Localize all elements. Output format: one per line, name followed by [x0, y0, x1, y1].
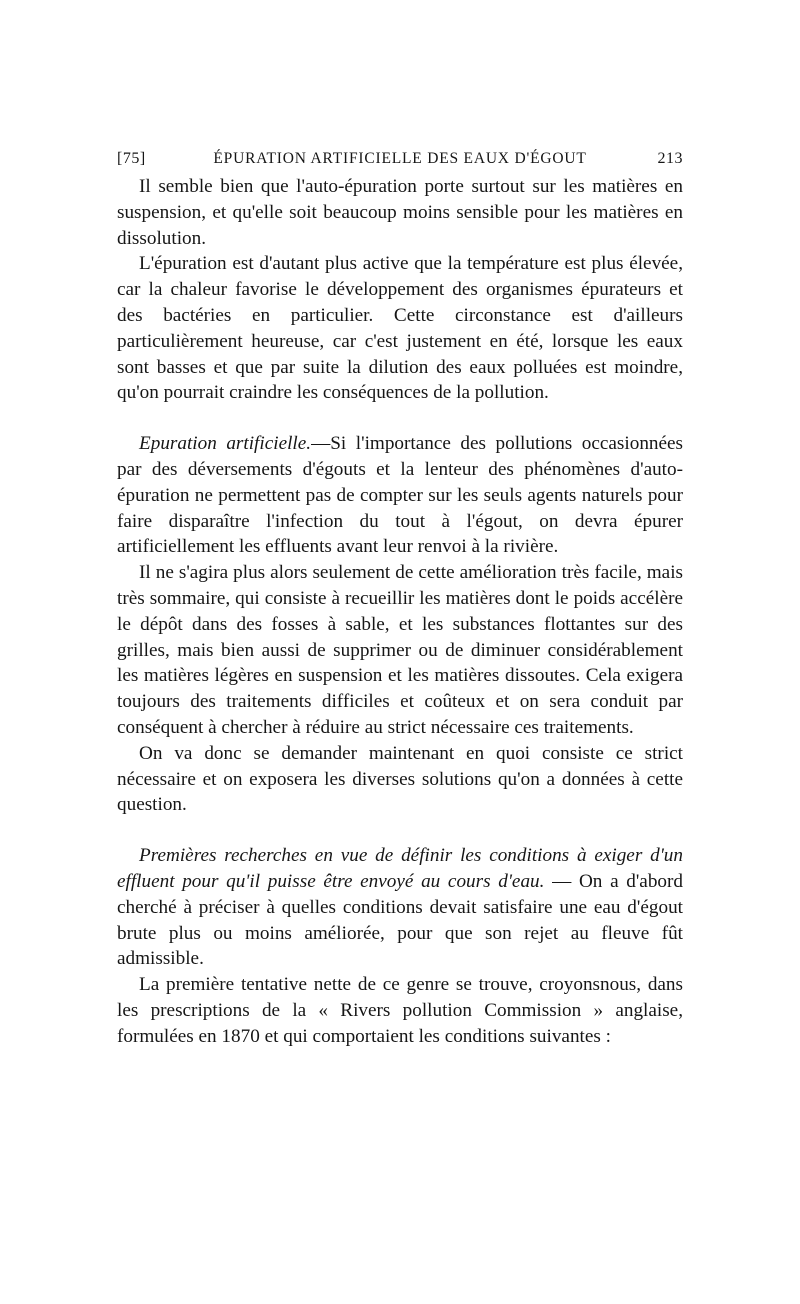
section-gap	[117, 818, 683, 843]
paragraph-temperature: L'épuration est d'autant plus active que la température est plus élevée, car la chaleur favorise le développement des organismes épurateurs et des bactéries en particulier. Cette circonstance est d'ailleurs particulièrement heureuse, car c'est justement en été, lorsque les eaux sont basses et que par suite la dilution des eaux polluées est moindre, qu'on pourrait craindre les conséquences de la pollution.	[117, 253, 683, 404]
section-heading-premieres-recherches: Premières recherches en vue de définir les conditions à exiger d'un effluent pour qu'il puisse être envoyé au cours d'eau.	[117, 845, 683, 892]
section-gap	[117, 406, 683, 431]
paragraph-premieres-recherches-text: — On a d'abord cherché à préciser à quelles conditions devait satisfaire une eau d'égout brute plus ou moins améliorée, pour que son rejet au fleuve fût admissible.	[117, 870, 683, 970]
running-header	[117, 150, 683, 174]
section-heading-epuration-artificielle: Epuration artificielle.	[139, 433, 312, 455]
paragraph-epuration-artificielle	[117, 431, 683, 560]
paragraph-amelioration: Il ne s'agira plus alors seulement de cette amélioration très facile, mais très sommaire, qui consiste à recueillir les matières dont le poids accélère le dépôt dans des fosses à sable, et les substances flottantes sur des grilles, mais bien aussi de supprimer ou de diminuer considérablement les matières légères en suspension et les matières dissoutes. Cela exigera toujours des traitements difficiles et coûteux et on sera conduit par conséquent à chercher à réduire au strict nécessaire ces traitements.	[117, 562, 683, 738]
chapter-reference: [75]	[117, 150, 146, 167]
paragraph-epuration-artificielle-text: —Si l'importance des pollutions occasionnées par des déversements d'égouts et la lenteur des phénomènes d'auto-épuration ne permettent pas de compter sur les seuls agents naturels pour faire disparaître l'infection du tout à l'égout, on devra épurer artificiellement les effluents avant leur renvoi à la rivière.	[117, 433, 684, 558]
paragraph-strict-necessaire: On va donc se demander maintenant en quoi consiste ce strict nécessaire et on exposera les diverses solutions qu'on a données à cette question.	[117, 742, 683, 816]
paragraph-auto-epuration: Il semble bien que l'auto-épuration porte surtout sur les matières en suspension, et qu'elle soit beaucoup moins sensible pour les matières en dissolution.	[117, 176, 683, 249]
book-page	[117, 150, 683, 1050]
body-text	[117, 174, 683, 1050]
paragraph-rivers-pollution: La première tentative nette de ce genre se trouve, croyonsnous, dans les prescriptions de la « Rivers pollution Commission » anglaise, formulées en 1870 et qui comportaient les conditions suivantes :	[117, 974, 683, 1047]
running-title: ÉPURATION ARTIFICIELLE DES EAUX D'ÉGOUT	[213, 150, 587, 167]
page-number: 213	[657, 150, 683, 167]
paragraph-premieres-recherches	[117, 843, 683, 972]
